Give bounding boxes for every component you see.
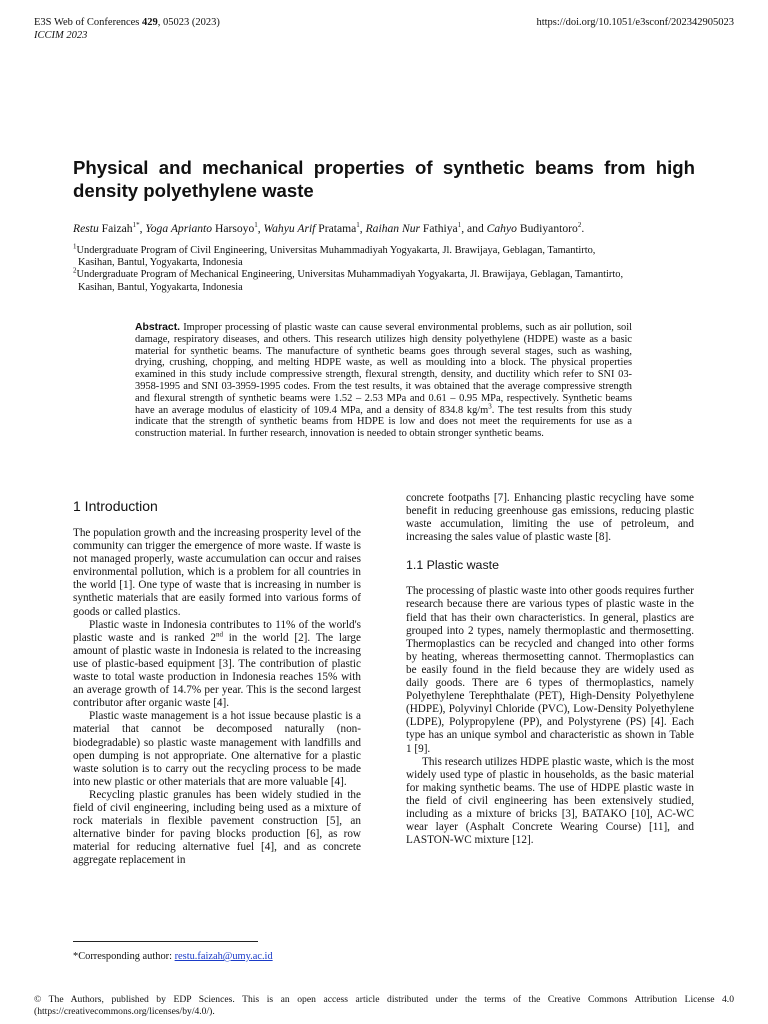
author: Wahyu Arif Pratama$^1$, [263,221,366,235]
affiliations [73,242,703,294]
right-column [406,492,694,847]
affiliation: $^1$Undergraduate Program of Civil Engineering, Universitas Muhammadiyah Yogyakarta, Jl. Brawijaya, Geblagan, Tamantirto, Kasihan, Bantul, Yogyakarta, Indonesia [73,242,596,269]
journal-name: E3S Web of Conferences [34,17,143,28]
author: Yoga Aprianto Harsoyo$^1$, [145,221,264,235]
paragraph: concrete footpaths [7]. Enhancing plastic recycling have some benefit in reducing greenhouse gas emissions, reducing plastic waste accumulation, limiting the use of petroleum, and increasing the sales value of plastic waste [8]. [406,492,694,544]
doi-link[interactable]: https://doi.org/10.1051/e3sconf/202342905023 [536,17,734,28]
author: Raihan Nur Fathiya$^1$, and [365,221,487,235]
author: Cahyo Budiyantoro$^2$. [486,221,585,235]
subsection-heading-plastic-waste: 1.1 Plastic waste [406,558,499,573]
paragraph: The processing of plastic waste into other goods requires further research because there are various types of plastic waste in the field that has their own characteristics. In general, plastics are grouped into 2 types, namely thermoplastic and thermosetting. Thermoplastics can be recycled and changed into other forms by heating, whereas thermosetting cannot. Thermoplastics can be easily found in the field because they are widely used as daily goods. There are 6 types of thermoplastics, namely Polyethylene Terephthalate (PET), High-Density Polyethylene (HDPE), Polyvinyl Chloride (PVC), Low-Density Polyethylene (LDPE), Polypropylene (PP), and Polystyrene (PS) [4]. Each type has an unique symbol and characteristic as shown in Table 1 [9]. [406,585,694,755]
affiliation: $^2$Undergraduate Program of Mechanical Engineering, Universitas Muhammadiyah Yogyakarta, Jl. Brawijaya, Geblagan, Tamantirto, Kasihan, Bantul, Yogyakarta, Indonesia [73,266,624,293]
abstract-label: Abstract. [135,322,181,333]
journal-volume: 429 [142,17,158,28]
license-statement: © The Authors, published by EDP Sciences. This is an open access article distributed under the terms of the Creative Commons Attribution License 4.0 (https://creativecommons.org/licenses/by/4.0/). [34,994,734,1017]
paragraph: Plastic waste in Indonesia contributes to 11% of the world's plastic waste and is ranked 2nd in the world [2]. The large amount of plastic waste in Indonesia is related to the increasing use of plastic-based equipment [3]. The contribution of plastic waste to total waste production in Indonesia reaches 15% with an average growth of 14.7% per year. This is the second largest contributor after organic waste [4]. [73,618,361,710]
author-list [73,222,584,236]
paragraph: This research utilizes HDPE plastic waste, which is the most widely used type of plastic in households, as the basic material for making synthetic beams. The use of HDPE plastic waste in the field of civil engineering has been extensively studied, including as a mixture of bricks [3], BATAKO [10], AC-WC wear layer (Asphalt Concrete Wearing Course) [11], and LASTON-WC mixture [12]. [406,755,694,847]
author: Restu Faizah$^{1*}$, [73,221,146,235]
paragraph: Recycling plastic granules has been widely studied in the field of civil engineering, including being used as a mixture of rock materials in flexible pavement construction [5], an alternative binder for paving blocks production [6], as row material for reducing alternative fuel [4], and as concrete aggregate replacement in [73,788,361,867]
section-heading-introduction: 1 Introduction [73,498,158,514]
running-header-left [34,16,220,42]
corresponding-author-email-link[interactable]: restu.faizah@umy.ac.id [174,951,273,962]
conference-name: ICCIM 2023 [34,30,88,41]
footnote-divider [73,941,258,942]
paper-title: Physical and mechanical properties of synthetic beams from high density polyethylene waste [73,157,695,201]
paragraph: The population growth and the increasing prosperity level of the community can trigger the emergence of more waste. If waste is not managed properly, waste accumulation can occur and raises environmental pollution, which is a problem for all countries in the world [1]. One type of waste that is increasing in number is synthetic materials that are easily formed into various forms of goods or called plastics. [73,527,361,618]
abstract: Abstract. Improper processing of plastic waste can cause several environmental problems, such as air pollution, soil damage, respiratory diseases, and others. This research utilizes high density polyethylene (HDPE) waste as a basic material for synthetic beams. The manufacture of synthetic beams goes through several stages, such as washing, drying, crushing, chopping, and melting HDPE waste, as well as moulding into a block. The physical properties examined in this study include compressive strength, flexural strength, density, and ductility which refer to SNI 03-3958-1995 and SNI 03-3959-1995 codes. From the test results, it was obtained that the average compressive strength and flexural strength of synthetic beams were 1.52 – 2.53 MPa and 0.61 – 0.95 MPa, respectively. Synthetic beams have an average modulus of elasticity of 109.4 MPa, and a density of 834.8 $kg/m^3$. The test results from this study indicate that the strength of synthetic beams from HDPE is low and does not meet the requirements for use as a construction material. In further research, innovation is needed to obtain stronger synthetic beams. [135,322,632,440]
left-column [73,492,361,867]
corresponding-author-footnote: *Corresponding author: restu.faizah@umy.ac.id [73,951,273,962]
journal-article-number: , 05023 (2023) [157,17,220,28]
paragraph: Plastic waste management is a hot issue because plastic is a material that cannot be decomposed naturally (non-biodegradable) so plastic waste management with landfills and open dumping is not appropriate. One alternative for a plastic waste solution is to carry out the recycling process to be made into new plastic or other materials that are more valuable [4]. [73,710,361,788]
